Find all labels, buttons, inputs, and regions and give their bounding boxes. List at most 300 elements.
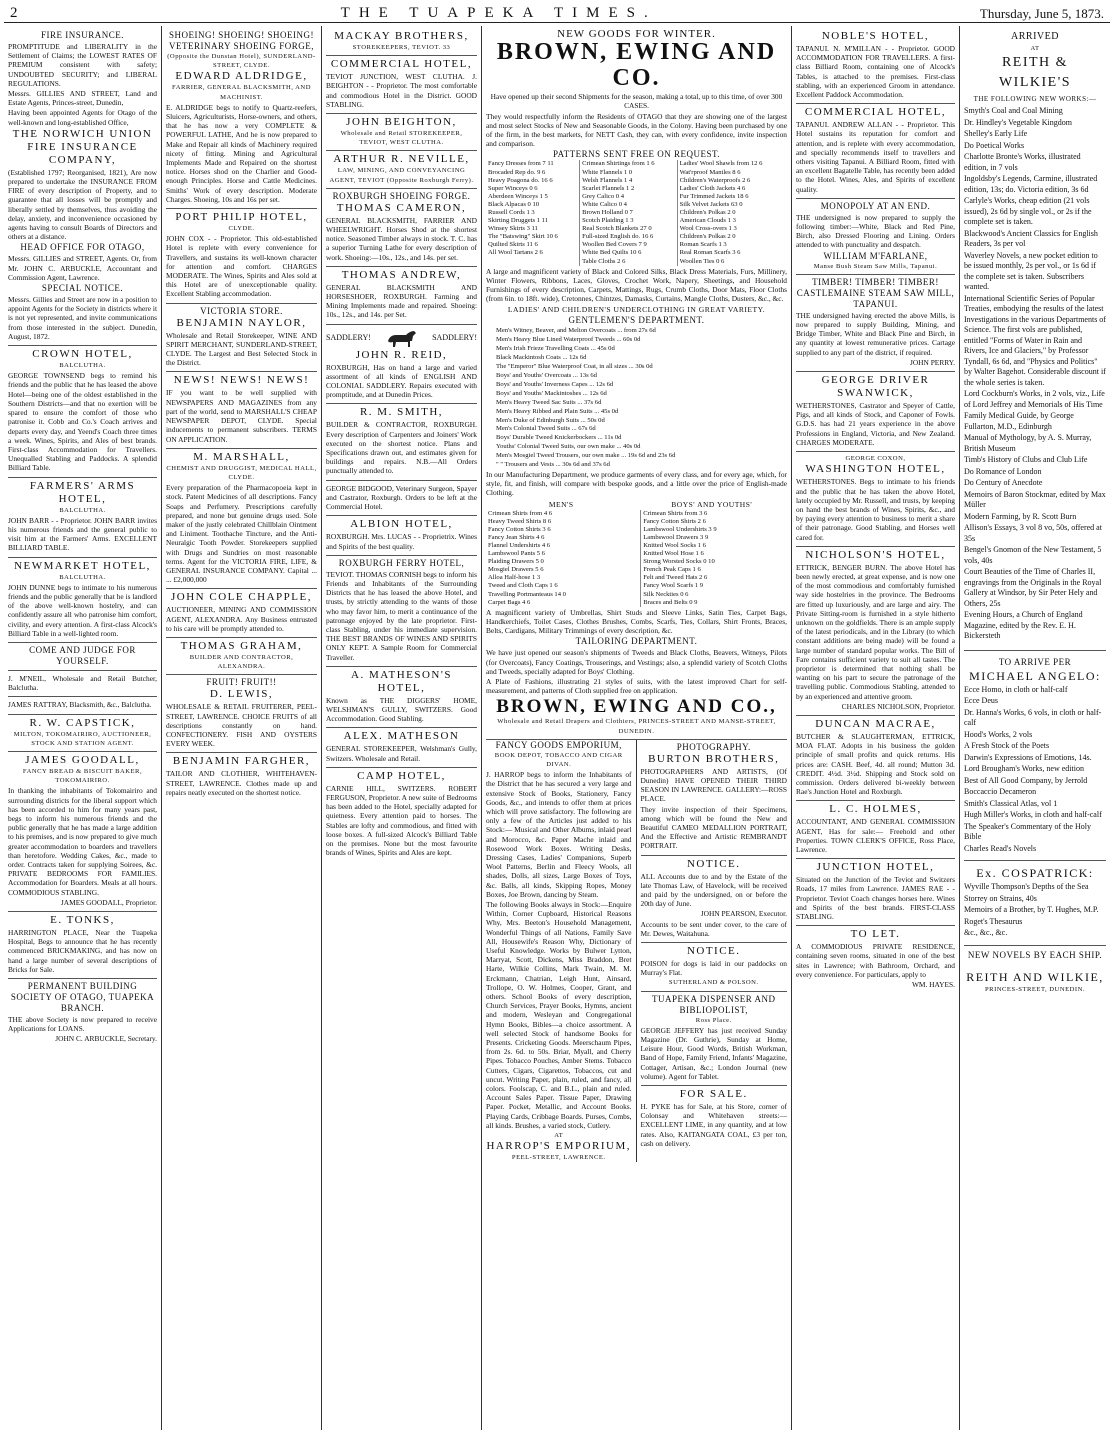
table-row: [486, 510, 787, 518]
ad-heading: COME AND JUDGE FOR YOURSELF.: [29, 644, 136, 666]
table-row: [486, 169, 787, 177]
ad-subheading: FANCY BREAD & BISCUIT BAKER, TOKOMAIRIRO.: [22, 767, 143, 785]
ad-text: J. HARROP begs to inform the Inhabitants of the District that he has secured a very large and extensive Stock of Books, Stationery, Fancy Goods, &c., and intends to offer them at prices which will prove satisfactory. The following are only a few of the Articles just added to his Stock:— Musical and Other Albums, inlaid pearl and Morocco, &c. Paper Mache inlaid and Rosewood Work Boxes. Writing Desks, Dressing Cases, Ladies' Companions, Superb Wool Patterns, Berlin and Fleecy Wools, all shades, Dolls, all sizes, Large Boxes of Toys, &c. Balls, all kinds, Skipping Ropes, Money Boxes, Joe Brown, dancing by Steam.: [486, 770, 632, 899]
list-item: Boys' and Youths' Inverness Capes ... 12s 6d: [496, 380, 614, 388]
ad-text: They invite inspection of their Specimens, among which will be found the New and Beautiful CAMEO MEDALLION PORTRAIT, And the Effective and Artistic REMBRANDT PORTRAIT.: [640, 804, 787, 851]
list-item: Manual of Mythology, by A. S. Murray, British Museum: [964, 433, 1092, 453]
ad-subheading: AT: [1030, 45, 1040, 52]
saddlery-banner: [326, 327, 477, 349]
ad-text: J. M'NEIL, Wholesale and Retail Butcher, Balclutha.: [8, 673, 157, 693]
list-item: Black Mackintosh Coats ... 12s 6d: [496, 354, 587, 362]
mens-table-body: [486, 510, 787, 607]
gents-price-list: [486, 327, 787, 469]
ad-matheson-store: [326, 728, 477, 767]
list-item: Hugh Miller's Works, in cloth and half-calf: [964, 810, 1102, 820]
ad-text: TAPANUI. ANDREW ALLAN - - Proprietor. This Hotel sustains its reputation for comfort and attention, and is replete with every accommodation, and specially recommends itself to travellers and others visiting Tapanui. A Billiard Room, fitted with an excellent Bagatelle Table, has recently been added to the Hotel. Wines, Ales, and Spirits of excellent quality.: [796, 120, 955, 194]
ad-heading: JAMES GOODALL,: [25, 753, 140, 766]
table-cell: Brocaded Rep do. 9 6: [488, 168, 546, 176]
ad-signature: JAMES GOODALL, Proprietor.: [60, 897, 157, 907]
table-row: [486, 217, 787, 225]
ad-text: ETTRICK, BENGER BURN. The above Hotel has been newly erected, at great expense, and is now one of the most commodious and comfortably furnished way side hostelries in the province. The Bedrooms are fitted up luxuriously, and are large and airy. The Private Sitting-room is furnished in a style hitherto unknown on the goldfields. There is an ample supply of the latest periodicals, and in the Library (to which constant additions are being made) will be found a large number of standard popular works. The Bill of Fare contains sufficient variety to suit all tastes. The proprietor is determined that nothing shall be wanting on his part to secure the patronage of the travelling public. Commodious Stabling, attended to by an experienced and attentive groom.: [796, 562, 955, 701]
ad-tuapeka-dispenser: [641, 992, 788, 1086]
list-item: Dr. Hindley's Vegetable Kingdom: [964, 117, 1072, 127]
table-row: [486, 177, 787, 185]
ad-heading: FIRE INSURANCE.: [40, 30, 124, 40]
ad-macrae: [796, 716, 955, 801]
list-item: Ecce Homo, in cloth or half-calf: [964, 684, 1068, 694]
ad-heading: WASHINGTON HOTEL,: [805, 463, 946, 476]
list-item: Wyville Thompson's Depths of the Sea: [964, 882, 1089, 892]
ad-text: ROXBURGH, Has on hand a large and varied assortment of all kinds of ENGLISH AND COLONIAL SADDLERY. Repairs executed with promptitude, and at Dunedin Prices.: [326, 362, 477, 400]
table-cell: Lambswool Drawers 3 9: [641, 534, 787, 542]
ad-heading: THE NORWICH UNION FIRE INSURANCE COMPANY,: [12, 127, 153, 166]
ad-text: PROMPTITUDE and LIBERALITY in the Settlement of Claims; the LOWEST RATES OF PREMIUM consistent with safety; UNDOUBTED SECURITY; and LIBERAL REGULATIONS.: [8, 42, 157, 88]
ad-for-sale: [641, 1086, 788, 1152]
ad-beighton: [326, 114, 477, 151]
ad-heading: DUNCAN MACRAE,: [815, 717, 936, 730]
ad-heading: A. MATHESON'S HOTEL,: [351, 668, 452, 694]
ad-commercial-hotel: [326, 56, 477, 114]
list-item: Modern Farming, by R. Scott Burn: [964, 511, 1077, 521]
list-item: Boys' Durable Tweed Knickerbockers ... 11s 0d: [496, 434, 622, 442]
ad-text: GEORGE JEFFERY has just received Sunday Magazine (Dr. Guthrie), Sunday at Home, Leisure Hour, Good Words, British Workman, Band of Hope, Family Friend, Infants' Magazine, Cottager, Artisan, &c.; London Journal (new volume). Agent for Tablet.: [640, 1025, 787, 1081]
table-cell: Heavy Poagona do. 16 6: [488, 176, 553, 184]
table-row: [486, 225, 787, 233]
ad-heading: ALEX. MATHESON: [343, 730, 460, 743]
ad-subheading: FARRIER, GENERAL BLACKSMITH, AND MACHINIST.: [172, 84, 311, 101]
ad-heading: R. W. CAPSTICK,: [29, 716, 136, 729]
list-item: Men's Mosgiel Tweed Trousers, our own make ... 19s 6d and 23s 6d: [496, 452, 676, 460]
ad-fire-insurance: [8, 28, 157, 346]
ad-heading: WILLIAM M'FARLANE,: [823, 250, 928, 261]
ad-subheading: CHEMIST AND DRUGGIST, MEDICAL HALL, CLYDE.: [166, 464, 317, 481]
list-item: Ingoldsby's Legends, Carmine, illustrated edition, 13s; do. Victoria edition, 3s 6d: [964, 174, 1098, 194]
ad-heading: THOMAS ANDREW,: [341, 268, 462, 281]
ad-chapple: [166, 589, 317, 638]
ad-heading: JOHN COLE CHAPPLE,: [171, 591, 312, 604]
ad-text: Accounts to be sent under cover, to the care of Mr. Dewes, Waitahuna.: [640, 919, 787, 938]
table-cell: Scarlet Flannels 1 2: [580, 185, 678, 193]
ad-signature: WM. HAYES.: [911, 980, 955, 990]
ad-text: AUCTIONEER, MINING AND COMMISSION AGENT, ALEXANDRA. Any Business entrusted to his care will be promptly attended to.: [166, 605, 317, 633]
ad-heading: ROXBURGH FERRY HOTEL,: [338, 557, 465, 568]
ad-heading: TIMBER! TIMBER! TIMBER!: [812, 276, 939, 287]
ad-nobles-hotel: [796, 28, 955, 104]
ad-text: JAMES RATTRAY, Blacksmith, &c., Balclutha.: [8, 700, 152, 710]
ad-heading: ARTHUR R. NEVILLE,: [333, 153, 470, 166]
ad-subheading: (Opposite the Dunstan Hotel), SUNDERLAND-STREET, CLYDE.: [167, 53, 316, 70]
table-cell: Fancy Cotton Shirts 3 6: [488, 525, 551, 533]
table-cell: Table Cloths 2 6: [580, 258, 678, 266]
table-cell: Crimean Shirts from 4 6: [488, 509, 553, 517]
ad-heading: BURTON BROTHERS,: [648, 752, 780, 765]
table-cell: French Peak Caps 1 6: [641, 566, 787, 574]
ad-subheading: BALCLUTHA.: [59, 362, 106, 370]
ad-subheading: LAW, MINING, AND CONVEYANCING AGENT, TEVIOT (Opposite Roxburgh Ferry).: [329, 167, 474, 184]
ad-heading: JOHN BEIGHTON,: [346, 116, 457, 129]
ad-text: PHOTOGRAPHERS AND ARTISTS, (Of Dunedin) HAVE OPENED THEIR THIRD SEASON IN LAWRENCE. GALLERY:—ROSS PLACE.: [640, 766, 787, 804]
ad-text: Messrs. Gillies and Street are now in a position to appoint Agents for the Society in districts where it is not yet represented, and invite communications from those interested in the subject. Dunedin, August, 1872.: [8, 295, 157, 341]
ad-text: Every preparation of the Pharmacopoeia kept in stock. Patent Medicines of all descriptions. Fancy Soaps and Perfumery. Prescriptions carefully prepared, and none but genuine drugs used. Sole maker of the justly celebrated Chillblain Ointment and Liniment. Toothache Tincture, and the Anti-Neuralgic Tooth Powder. Storekeepers supplied with Drugs and Sundries on most reasonable terms. Agent for the VICTORIA FIRE, LIFE, & GENERAL INSURANCE COMPANY. Capital ... ... £2,000,000: [166, 483, 317, 585]
ad-capstick: [8, 715, 157, 752]
table-row: [486, 534, 787, 542]
column-5: [792, 26, 960, 1430]
ad-text: TAILOR AND CLOTHIER, WHITEHAVEN-STREET, LAWRENCE. Clothes made up and repairs neatly executed on the shortest notice.: [166, 769, 317, 797]
ad-reith-wilkie: [964, 28, 1106, 997]
ad-text: JOHN DUNNE begs to intimate to his numerous friends and the public generally that he is landlord of the above well-known hostelry, and can confidently assure all who patronise him comfort, civility, and every attention. A first-class Alcock's Billiard Table in a well-lighted room.: [8, 582, 157, 638]
ad-heading: VICTORIA STORE.: [200, 305, 283, 316]
list-item: Dr. Hanna's Works, 6 vols, in cloth or half-calf: [964, 707, 1102, 728]
table-cell: Knitted Wool Socks 1 6: [641, 542, 787, 550]
ad-heading: D. LEWIS,: [209, 688, 274, 701]
table-cell: Travelling Portmanteaus 14 0: [488, 590, 566, 598]
ad-heading: ARRIVED: [1011, 31, 1059, 42]
list-item: Best of All Good Company, by Jerrold: [964, 775, 1088, 785]
ad-graham: [166, 638, 317, 675]
table-cell: Crimean Shirtings from 1 6: [580, 160, 678, 168]
ad-heading: ALBION HOTEL,: [350, 518, 453, 531]
table-row: [486, 201, 787, 209]
table-cell: Mosgiel Drawers 5 6: [488, 566, 544, 574]
ad-heading: BENJAMIN NAYLOR,: [176, 316, 307, 329]
ad-heading: FOR SALE.: [679, 1088, 748, 1100]
list-item: Bengel's Gnomon of the New Testament, 5 vols, 40s: [964, 545, 1102, 565]
list-item: Shelley's Early Life: [964, 129, 1028, 139]
table-row: [486, 558, 787, 566]
ad-text: TAPANUI. N. M'MILLAN - - Proprietor. GOOD ACCOMMODATION FOR TRAVELLERS. A first-class Billiard Room, containing one of Alcock's Tables, is attached to the premises. First-class stabling, with an experienced Groom in attendance. Excellent Paddock Accommodation.: [796, 44, 955, 100]
ad-subheading: BALCLUTHA.: [59, 573, 106, 581]
ad-heading: GENTLEMEN'S DEPARTMENT.: [568, 315, 705, 326]
ad-text: JOHN BARR - - Proprietor. JOHN BARR invites his numerous friends and the general public to visit him at the Farmers' Arms. EXCELLENT BILLIARD TABLE.: [8, 515, 157, 553]
ad-heading: GEORGE DRIVER SWANWICK,: [821, 374, 930, 400]
ad-text: Messrs. GILLIES and STREET, Agents. Or, from Mr. JOHN C. ARBUCKLE, Accountant and Commission Agent, Lawrence.: [8, 254, 157, 282]
list-item: Charlotte Bronte's Works, illustrated edition, in 7 vols: [964, 152, 1081, 172]
table-cell: Ladies' Wool Shawls from 12 6: [677, 160, 787, 168]
table-cell: Tweed and Cloth Caps 1 6: [488, 582, 558, 590]
ad-subheading: BALCLUTHA.: [59, 506, 106, 514]
ad-heading: E. TONKS,: [50, 914, 115, 927]
ad-washington-hotel: [796, 452, 955, 547]
table-row: [486, 526, 787, 534]
ad-heading: HARROP'S EMPORIUM,: [486, 1140, 631, 1153]
table-cell: White Bed Quilts 10 6: [580, 249, 678, 257]
works-list: [964, 106, 1106, 642]
ad-newmarket-hotel: [8, 558, 157, 643]
ad-subheading: AT: [554, 1132, 564, 1140]
ad-heading: MICHAEL ANGELO:: [969, 668, 1101, 683]
list-item: Storrey on Strains, 40s: [964, 893, 1037, 903]
table-cell: Strong Worsted Socks 0 10: [641, 558, 787, 566]
list-item: Do Century of Anecdote: [964, 478, 1043, 488]
ad-text: Situated on the Junction of the Teviot and Switzers Roads, 17 miles from Lawrence. JAMES RAE - - Proprietor. Teviot Coach changes horses here. Wines and Spirits of the best brands. FIRST-CLASS STABLING.: [796, 875, 955, 922]
ad-heading: MACKAY BROTHERS,: [334, 30, 469, 42]
ad-tonks: [8, 912, 157, 979]
ad-albion-hotel: [326, 516, 477, 555]
ad-neville: [326, 151, 477, 188]
ad-rattray: [8, 697, 157, 714]
ad-heading: CASTLEMAINE STEAM SAW MILL, TAPANUI.: [796, 287, 955, 309]
table-cell: Super Winceys 0 6: [488, 184, 538, 192]
list-item: " " Trousers and Vests ... 30s 6d and 37s 6d: [496, 461, 610, 469]
list-item: The "Emperor" Blue Waterproof Coat, in all sizes ... 30s 0d: [496, 363, 653, 371]
list-item: Boccaccio Decameron: [964, 787, 1037, 797]
list-item: Boys' and Youths' Mackintoshes ... 12s 6d: [496, 389, 607, 397]
table-cell: Quilted Skirts 11 6: [488, 241, 538, 249]
ad-text: A COMMODIOUS PRIVATE RESIDENCE, containing seven rooms, situated in one of the best sites in Lawrence; with Bathroom, Orchard, and every convenience. For particulars, apply to: [796, 942, 955, 979]
ad-heading: MEN'S: [548, 499, 574, 509]
ad-heading: NEW NOVELS BY EACH SHIP.: [964, 945, 1106, 961]
ad-heading: SPECIAL NOTICE.: [41, 283, 124, 294]
ad-come-judge: [8, 643, 157, 671]
ad-text: GENERAL STOREKEEPER, Welshman's Gully, Switzers. Wholesale and Retail.: [326, 744, 477, 763]
ad-heading: REITH & WILKIE'S: [998, 55, 1072, 91]
ad-text: IF you want to be well supplied with NEWSPAPERS AND MAGAZINES from any part of the world, send to MARSHALL'S CHEAP NEWSPAPER DEPOT, CLYDE. Special inducements to permanent subscribers. TERMS ON APPLICATION.: [166, 388, 317, 444]
ad-text: In thanking the inhabitants of Tokomairiro and surrounding districts for the liberal support which has been accorded to him for many years past, begs to inform his numerous friends and the public generally that he has made a large addition to his premises, and is now prepared to give much greater accommodation to boarders and travellers than heretofore. Wedding Cakes, &c., made to order. Contracts taken for supplying Soirees, &c. PRIVATE BEDROOMS FOR FAMILIES. Accommodation for Boarders. Meals at all hours. COMMODIOUS STABLING.: [8, 786, 157, 897]
ad-heading: TAILORING DEPARTMENT.: [575, 636, 698, 647]
ad-heading: TO LET.: [850, 928, 901, 941]
table-cell: Winsey Skirts 3 11: [488, 225, 538, 233]
ad-text: ROXBURGH. Mrs. LUCAS - - Proprietrix. Wines and Spirits of the best quality.: [326, 532, 477, 551]
ad-heading: EDWARD ALDRIDGE,: [175, 70, 308, 83]
table-cell: Skirting Druggets 1 11: [488, 217, 549, 225]
ad-subheading: GEORGE COXON,: [845, 455, 906, 463]
ad-text: Have opened up their second Shipments for the season, making a total, up to this time, of over 300 CASES.: [490, 92, 783, 111]
ad-andrew: [326, 267, 477, 325]
issue-date: Thursday, June 5, 1873.: [979, 6, 1104, 21]
table-cell: Scotch Plaiding 1 3: [580, 217, 678, 225]
table-cell: Plaiding Drawers 5 0: [488, 558, 544, 566]
ad-harrop-emporium: [486, 740, 637, 1163]
ad-heading: NOTICE.: [686, 944, 741, 957]
list-item: Roget's Thesaurus: [964, 916, 1023, 926]
ad-bidgood: [326, 481, 477, 517]
ad-subheading: Wholesale and Retail STOREKEEPER, TEVIOT, WEST CLUTHA.: [340, 130, 463, 147]
table-cell: Wat'rproof Mantles 8 6: [677, 169, 787, 177]
list-item: Memoirs of a Brother, by T. Hughes, M.P.: [964, 905, 1099, 915]
ad-text: TEVIOT JUNCTION, WEST CLUTHA. J. BEIGHTON - - Proprietor. The most comfortable and commodious Hotel in the District. GOOD STABLING.: [326, 72, 477, 109]
list-item: Lord Cockburn's Works, in 2 vols, viz., Life of Lord Jeffrey and Memorials of His Time: [964, 389, 1105, 409]
ad-text: THE above Society is now prepared to receive Applications for LOANS.: [8, 1015, 157, 1034]
angelo-list: [964, 685, 1106, 855]
column-4: [482, 26, 792, 1430]
list-item: Charles Read's Novels: [964, 843, 1037, 853]
ad-text: GENERAL BLACKSMITH, FARRIER AND WHEELWRIGHT. Horses Shod at the shortest notice. Seasoned Timber always in stock. T. C. has a superior Turning Lathe for every description of work. Shoeing:—10s., 12s., and 14s. per set.: [326, 215, 477, 262]
ad-text: ACCOUNTANT, AND GENERAL COMMISSION AGENT, Has for sale:— Freehold and other Properties. TOWN CLERK'S OFFICE, Ross Place, Lawrence.: [796, 817, 955, 854]
ad-heading: NEW GOODS FOR WINTER.: [557, 28, 716, 40]
ad-heading: HEAD OFFICE FOR OTAGO,: [20, 242, 145, 253]
ad-signature: JOHN C. ARBUCKLE, Secretary.: [55, 1034, 157, 1044]
ad-heading: NEWMARKET HOTEL,: [14, 559, 151, 572]
table-cell: Felt and Tweed Hats 2 6: [641, 574, 787, 582]
table-row: [486, 550, 787, 558]
list-item: Memoirs of Baron Stockmar, edited by Max Müller: [964, 489, 1106, 510]
ad-heading: BOYS' AND YOUTHS': [671, 499, 753, 509]
column-3: [322, 26, 482, 1430]
table-cell: All Wool Tartans 2 6: [488, 249, 543, 257]
list-item: Men's Heavy Ribbed and Plain Suits ... 45s 0d: [496, 407, 619, 415]
table-cell: Fancy Cotton Shirts 2 6: [641, 518, 787, 526]
table-cell: Braces and Belts 0 9: [641, 599, 787, 607]
ad-text: ALL Accounts due to and by the Estate of the late Thomas Law, of Havelock, will be received and paid by the undersigned, on or before the 20th day of June.: [640, 871, 787, 909]
ad-port-philip-hotel: [166, 209, 317, 304]
column-4-right: [637, 740, 788, 1163]
ad-signature: SUTHERLAND & POLSON.: [668, 979, 759, 987]
list-item: Darwin's Expressions of Emotions, 14s.: [964, 752, 1092, 762]
ad-subheading: PEEL-STREET, LAWRENCE.: [511, 1154, 606, 1162]
list-item: Smith's Classical Atlas, vol 1: [964, 798, 1058, 808]
ad-mneil: [8, 671, 157, 697]
ad-holmes: [796, 801, 955, 859]
ad-heading: PERMANENT BUILDING SOCIETY OF OTAGO, TUAPEKA BRANCH.: [10, 981, 155, 1014]
table-cell: Knitted Wool Hose 1 6: [641, 550, 787, 558]
table-cell: The "Batswing" Skirt 10 6: [488, 233, 558, 241]
list-item: Hood's Works, 2 vols: [964, 729, 1033, 739]
ad-smith: [326, 404, 477, 480]
ad-heading: ROXBURGH SHOEING FORGE.: [332, 190, 471, 201]
table-row: [486, 591, 787, 599]
ad-heading: TUAPEKA DISPENSER AND BIBLIOPOLIST,: [651, 993, 776, 1015]
ad-heading: NOTICE.: [686, 857, 741, 870]
table-cell: Lambswool Pants 5 6: [488, 550, 545, 558]
ad-text: In our Manufacturing Department, we produce garments of every class, and for every age, which, for style, fit, and finish, will compare with bespoke goods, and a little over the price of English-made Clothing.: [486, 469, 787, 498]
ad-text: Having been appointed Agents for Otago of the well-known and long-established Office,: [8, 108, 157, 127]
mens-boys-headings: [486, 499, 787, 510]
page-number: 2: [10, 5, 18, 21]
table-cell: Brown Holland 0 7: [580, 209, 678, 217]
ad-subheading: Wholesale and Retail Drapers and Clothiers, PRINCES-STREET AND MANSE-STREET, DUNEDIN.: [497, 718, 776, 735]
ad-heading: LADIES' AND CHILDREN'S UNDERCLOTHING IN GREAT VARIETY.: [507, 305, 766, 315]
table-cell: Real Scotch Blankets 27 0: [580, 225, 678, 233]
ad-heading: PATTERNS SENT FREE ON REQUEST.: [552, 149, 721, 160]
ad-heading: CROWN HOTEL,: [32, 348, 133, 361]
table-row: [486, 258, 787, 266]
table-cell: White Calico 0 4: [580, 201, 678, 209]
ad-text: They would respectfully inform the Residents of OTAGO that they are showing one of the largest and most select Stocks of New and Seasonable Goods, in the Colony. Having been purchased by one of the firm, in the best markets, for NETT Cash, they can, with every confidence, invite inspection and comparison.: [486, 111, 787, 149]
table-row: [486, 542, 787, 550]
ad-text: THE undersigned having erected the above Mills, is now prepared to supply Building, Mining, and Bridge Timber, White and Black Pine and Birch, in any quantity at lowest remunerative prices. Cartage supplied to any part of the district, if required.: [796, 310, 955, 357]
ad-text: JOHN COX - - Proprietor. This old-established Hotel is replete with every convenience for Travellers, and sustains its well-known character for attention and comfort. CHARGES MODERATE. The Wines, Spirits and Ales sold at this Hotel are of unexceptionable quality. Excellent Stabling accommodation.: [166, 234, 317, 299]
ad-to-let: [796, 926, 955, 993]
list-item: Ecce Deus: [964, 696, 998, 706]
table-cell: Carpet Bags 4 6: [488, 598, 531, 606]
ad-text: WHOLESALE & RETAIL FRUITERER, PEEL-STREET, LAWRENCE. CHOICE FRUITS of all descriptions constantly on hand. CONFECTIONERY. FISH AND OYSTERS EVERY WEEK.: [166, 702, 317, 749]
ad-heading: BROWN, EWING AND CO.: [496, 39, 777, 92]
ad-heading: SADDLERY!: [432, 333, 477, 343]
table-cell: Crimean Shirts from 3 6: [641, 510, 787, 518]
ad-text: Wholesale and Retail Storekeeper, WINE AND SPIRIT MERCHANT, SUNDERLAND-STREET, CLYDE. The Largest and Best Selected Stock in the District.: [166, 330, 317, 368]
table-cell: Aberdeen Winceys 1 5: [488, 192, 548, 200]
table-row: [486, 249, 787, 257]
table-cell: Children's Polkas 2 0: [677, 233, 787, 241]
list-item: Men's Colonial Tweed Suits ... 67s 6d: [496, 425, 596, 433]
ad-text: The following Books always in Stock:—Enquire Within, Corner Cupboard, Historical Reasons Why, Mrs. Beeton's Household Management, Wonderful Things of all Nations, Family Save All, Housewife's Reason Why, Dictionary of Useful Knowledge. Works by Bulwer Lytton, Marryat, Scott, Dickens, Miss Braddon, Bret Harte, Wilkie Collins, Mark Twain, M. M. Erckmann, Chatrian, Leigh Hunt, Ainsard, Trollope, O. W. Holmes, Cooper, Grant, and others. School Books of every description, Church Services, Prayer Books, Hymns, ancient and modern, Wesleyan and Congregational Hymn Books, Bibles—a choice assortment. A well selected Stock of handsome Books for Presents. Cricketing Goods. Meerschaum Pipes, from 2s. 6d. to 50s. Briar, Myall, and Cherry Pipes. Tobacco Pouches, Amber Stems. Tobacco Cutters, Cigars, Cigarettos, Tobaccos, cut and uncut. Writing Paper, plain, ruled, and fancy, all colors. Foolscap, C. and B.L., plain and ruled. Account Sales Paper. Tissue Paper, Drawing Paper. Pocket, Metallic, and Account Books. Playing Cards, Cribbage Boards. Purses, Combs, all kinds. Brushes, a varied stock, Cutlery.: [486, 899, 632, 1130]
ad-heading: THOMAS GRAHAM,: [180, 639, 303, 652]
ad-text: A Plate of Fashions, illustrating 21 styles of suits, with the latest improved Chart for self-measurement, and patterns of Cloth supplied free on application.: [486, 676, 787, 696]
ad-reid: [326, 325, 477, 405]
table-cell: Alloa Half-hose 1 3: [488, 574, 541, 582]
table-row: [486, 574, 787, 582]
ad-goodall: [8, 752, 157, 912]
column-1: [4, 26, 162, 1430]
list-item: Boys' and Youths' Overcoats ... 13s 6d: [496, 371, 597, 379]
ad-heading: COMMERCIAL HOTEL,: [330, 58, 473, 71]
ad-lewis: [166, 675, 317, 753]
list-item: Youths' Colonial Tweed Suits, our own make ... 40s 0d: [496, 443, 641, 451]
table-cell: Lambswool Undershirts 3 9: [641, 526, 787, 534]
table-row: [486, 160, 787, 168]
ad-subheading: Ross Place.: [695, 1016, 732, 1024]
ad-heading: PORT PHILIP HOTEL,: [175, 211, 308, 224]
list-item: Smyth's Coal and Coal Mining: [964, 106, 1063, 116]
ad-heading: M. MARSHALL,: [193, 450, 290, 463]
ad-veterinary-forge: [166, 28, 317, 209]
ad-heading: L. C. HOLMES,: [829, 803, 922, 816]
ad-castlemaine-mill: [796, 275, 955, 372]
table-row: [486, 566, 787, 574]
list-item: Blackwood's Ancient Classics for English Readers, 3s per vol: [964, 228, 1098, 249]
ad-text: Known as THE DIGGERS' HOME, WELSHMAN'S GULLY, SWITZERS. Good Accommodation. Good Stabling.: [326, 695, 477, 724]
cospatrick-list: [964, 882, 1106, 939]
table-cell: Fancy Wool Scarfs 1 9: [641, 582, 787, 590]
table-row: [486, 599, 787, 607]
ad-text: THE undersigned is now prepared to supply the following timber:—White, Black and Red Pine, Birch, also Dressed Flooring and Lining. Orders attended to with punctuality and despatch.: [796, 212, 955, 250]
ad-notice-poison: [641, 943, 788, 992]
ad-heading: Ex. COSPATRICK:: [964, 860, 1106, 881]
ad-nicholsons-hotel: [796, 547, 955, 716]
table-cell: Roman Scarfs 1 3: [677, 241, 787, 249]
table-cell: Fancy Dresses from 7 11: [488, 160, 554, 168]
column-2: [162, 26, 322, 1430]
ad-heading: THOMAS CAMERON,: [336, 201, 467, 214]
table-cell: American Clouds 1 3: [677, 217, 787, 225]
ad-text: GEORGE BIDGOOD, Veterinary Surgeon, Spayer and Castrator, Roxburgh. Orders to be left at the Commercial Hotel.: [326, 483, 477, 512]
ad-subheading: THE FOLLOWING NEW WORKS:—: [973, 95, 1097, 104]
columns: [4, 26, 1110, 1430]
ad-matheson-hotel: [326, 667, 477, 729]
ad-heading: REITH AND WILKIE,: [966, 969, 1104, 984]
table-cell: White Flannels 1 0: [580, 169, 678, 177]
ad-heading: SADDLERY!: [326, 333, 371, 343]
list-item: Court Beauties of the Time of Charles II, engravings from the Originals in the Royal Gallery at Windsor, by Sir Peter Hely and Others, 25s: [964, 567, 1102, 608]
list-item: Lord Brougham's Works, new edition: [964, 764, 1084, 774]
ad-heading: R. M. SMITH,: [359, 406, 444, 419]
list-item: Waverley Novels, a new pocket edition to be issued monthly, 2s per vol., or 1s 6d if the complete set is taken. Subscribers wanted.: [964, 250, 1098, 292]
ad-text: WETHERSTONES, Castrator and Speyer of Cattle, Pigs, and all kinds of Stock, and Caponer of Fowls. G.D.S. has had 21 years experience in the above Professions in England, Victoria, and New Zealand. CHARGES MODERATE.: [796, 401, 955, 447]
ad-heading: NICHOLSON'S HOTEL,: [805, 548, 946, 561]
column-4-subcolumns: [486, 740, 787, 1163]
ad-cameron: [326, 189, 477, 267]
table-row: [486, 241, 787, 249]
ad-signature: JOHN PERRY.: [909, 357, 955, 367]
ad-heading: FANCY GOODS EMPORIUM,: [495, 739, 622, 750]
table-cell: Russell Cords 1 3: [488, 208, 535, 216]
table-cell: Children's Polkas 2 0: [677, 209, 787, 217]
ad-notice-law-estate: [641, 856, 788, 943]
goods-price-table: [486, 160, 787, 265]
table-cell: Silk Neckties 0 6: [641, 591, 787, 599]
ad-text: Messrs. GILLIES AND STREET, Land and Estate Agents, Princes-street, Dunedin,: [8, 89, 157, 108]
ad-text: GENERAL BLACKSMITH AND HORSESHOER, ROXBURGH. Farming and Mining Implements made and repaired. Shoeing: 10s., 12s., and 14s. per Set.: [326, 282, 477, 320]
ad-subheading: MILTON, TOKOMAIRIRO, AUCTIONEER, STOCK AND STATION AGENT.: [13, 730, 152, 747]
ad-signature: CHARLES NICHOLSON, Proprietor.: [841, 701, 955, 711]
ad-text: POISON for dogs is laid in our paddocks on Murray's Flat.: [640, 958, 787, 978]
ad-commercial-tapanui: [796, 104, 955, 199]
ad-farmers-arms: [8, 478, 157, 558]
ad-text: HARRINGTON PLACE, Near the Tuapeka Hospital, Begs to announce that he has recently commenced BRICKMAKING, and has now on hand a large number of several descriptions of Bricks for Sale.: [8, 928, 157, 974]
table-cell: Welsh Flannels 1 4: [580, 177, 678, 185]
ad-burton-brothers: [641, 740, 788, 856]
list-item: Carlyle's Works, cheap edition (21 vols issued), 2s 6d by single vol., or 2s if the complete set is taken.: [964, 196, 1092, 227]
